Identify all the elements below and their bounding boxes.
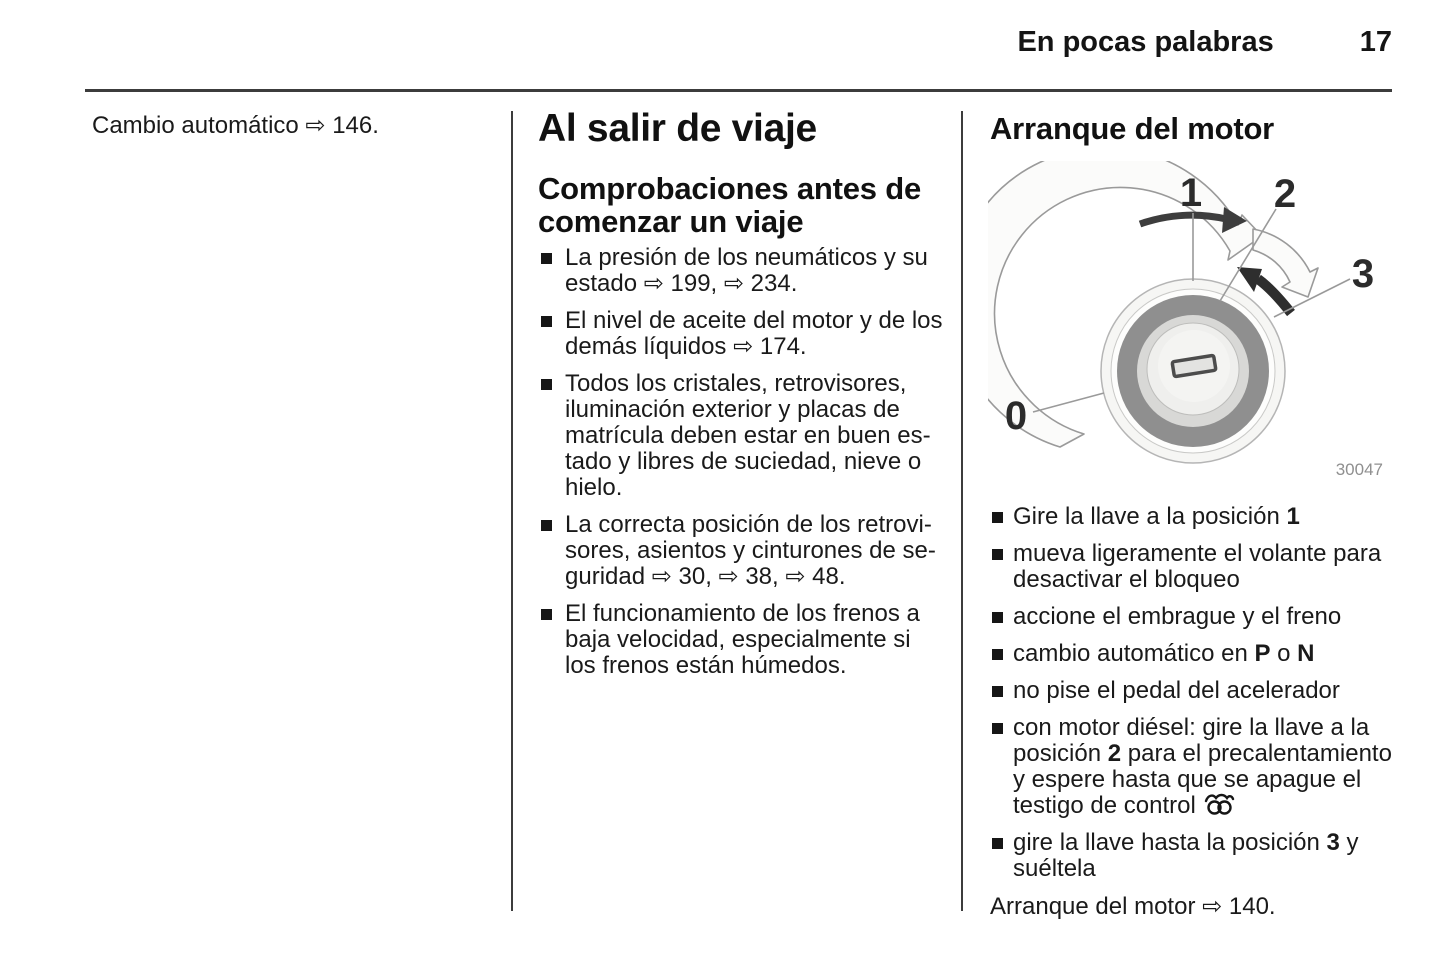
subsection-heading: Comprobaciones antes de comenzar un viaje bbox=[538, 171, 921, 239]
bullet-marker bbox=[992, 686, 1003, 697]
middle-column bbox=[538, 107, 948, 690]
subsection-heading: Arranque del motor bbox=[990, 111, 1275, 146]
page-number: 17 bbox=[1359, 26, 1392, 58]
list-item: con motor diésel: gire la llave a la posición 2 para el precalentamiento y espere hasta que se apague el testigo de control bbox=[990, 715, 1438, 819]
position-label-0: 0 bbox=[1004, 394, 1028, 438]
section-heading: Al salir de viaje bbox=[538, 107, 817, 150]
column-divider-right bbox=[961, 111, 963, 911]
right-column bbox=[990, 112, 1438, 921]
header-rule bbox=[85, 89, 1392, 92]
list-item: gire la llave hasta la posición 3 y suéltela bbox=[990, 830, 1438, 882]
column-divider-left bbox=[511, 111, 513, 911]
bullet-marker bbox=[992, 723, 1003, 734]
position-label-3: 3 bbox=[1351, 252, 1375, 296]
ignition-switch-figure bbox=[988, 161, 1435, 486]
bullet-marker bbox=[541, 520, 552, 531]
start-procedure-list bbox=[990, 504, 1438, 882]
glow-plug-indicator-icon bbox=[1204, 793, 1235, 817]
list-item: mueva ligeramente el volante para desactivar el bloqueo bbox=[990, 541, 1438, 593]
bullet-marker bbox=[541, 316, 552, 327]
checklist bbox=[538, 245, 948, 679]
bullet-marker bbox=[992, 838, 1003, 849]
bullet-marker bbox=[992, 549, 1003, 560]
bullet-marker bbox=[541, 609, 552, 620]
list-item: La correcta posición de los retrovi- sores, asientos y cinturones de se- guridad ⇨ 30, ⇨ 38, ⇨ 48. bbox=[538, 512, 948, 590]
ignition-switch-illustration bbox=[988, 161, 1435, 486]
bullet-marker bbox=[992, 512, 1003, 523]
bullet-marker bbox=[541, 253, 552, 264]
page-header bbox=[1017, 26, 1392, 59]
list-item: Todos los cristales, retrovisores, iluminación exterior y placas de matrícula deben estar en buen es- tado y libres de suciedad, nieve o hielo. bbox=[538, 371, 948, 501]
bullet-marker bbox=[992, 612, 1003, 623]
figure-number: 30047 bbox=[1335, 460, 1383, 479]
bullet-marker bbox=[992, 649, 1003, 660]
chapter-title: En pocas palabras bbox=[1017, 26, 1274, 58]
left-column bbox=[92, 112, 472, 140]
list-item: accione el embrague y el freno bbox=[990, 604, 1438, 630]
cross-reference: Cambio automático ⇨ 146. bbox=[92, 112, 379, 139]
list-item: El nivel de aceite del motor y de los demás líquidos ⇨ 174. bbox=[538, 308, 948, 360]
position-label-2: 2 bbox=[1273, 172, 1297, 216]
position-label-1: 1 bbox=[1179, 171, 1203, 215]
cross-reference: Arranque del motor ⇨ 140. bbox=[990, 893, 1276, 920]
list-item: no pise el pedal del acelerador bbox=[990, 678, 1438, 704]
list-item: cambio automático en P o N bbox=[990, 641, 1438, 667]
list-item: El funcionamiento de los frenos a baja velocidad, especialmente si los frenos están húmedos. bbox=[538, 601, 948, 679]
list-item: La presión de los neumáticos y su estado ⇨ 199, ⇨ 234. bbox=[538, 245, 948, 297]
bullet-marker bbox=[541, 379, 552, 390]
ignition-lock-cylinder bbox=[1101, 279, 1285, 463]
list-item: Gire la llave a la posición 1 bbox=[990, 504, 1438, 530]
